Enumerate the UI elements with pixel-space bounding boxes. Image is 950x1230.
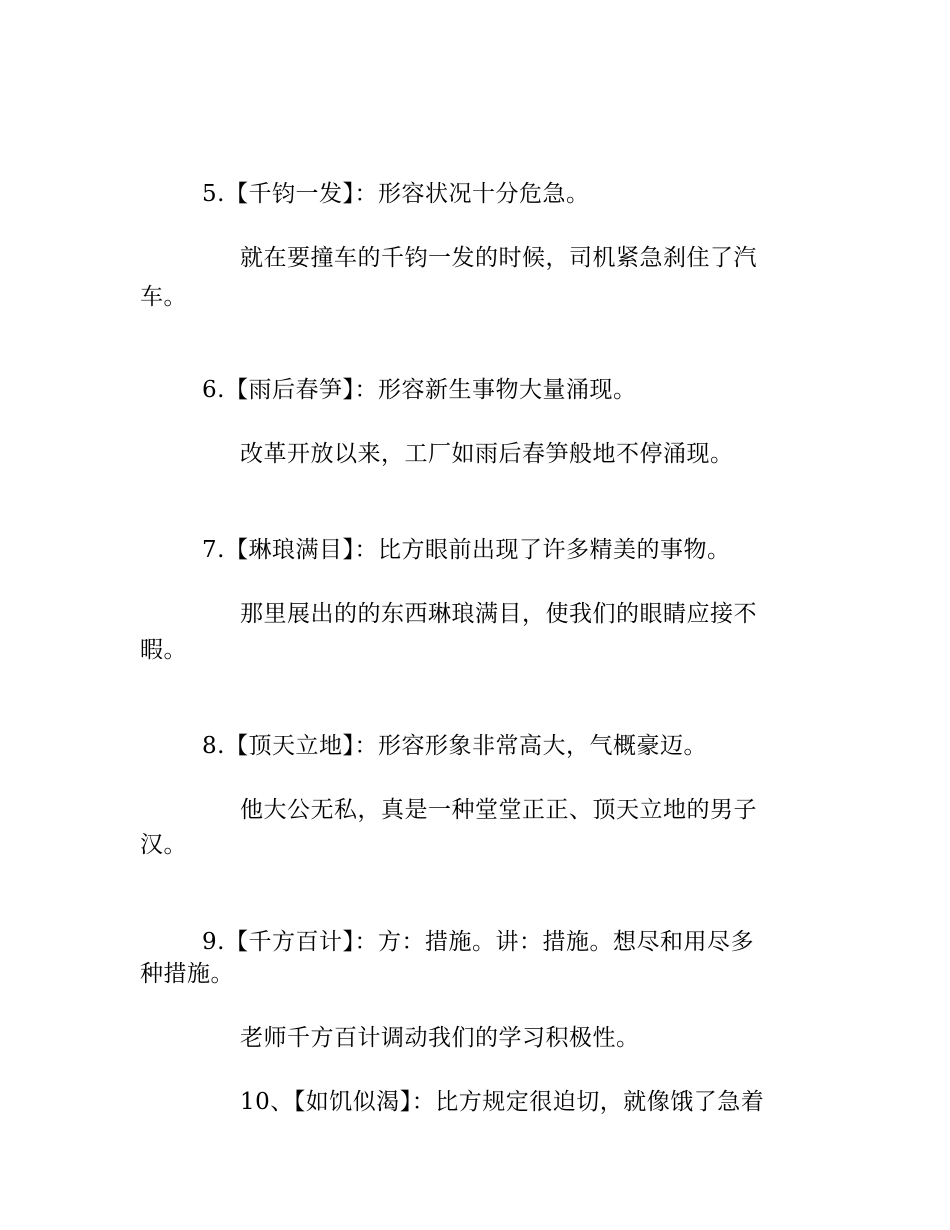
entry-5-example-line1: 就在要撞车的千钧一发的时候，司机紧急刹住了汽 [240,245,757,271]
entry-6-example-line1: 改革开放以来，工厂如雨后春笋般地不停涌现。 [240,441,734,467]
entry-6-definition: 6.【雨后春笋】：形容新生事物大量涌现。 [202,377,637,403]
entry-5-definition: 5.【千钧一发】：形容状况十分危急。 [202,181,590,207]
entry-8-example-line2: 汉。 [140,832,187,858]
entry-9-example-line1: 老师千方百计调动我们的学习积极性。 [240,1025,640,1051]
entry-7-definition: 7.【琳琅满目】：比方眼前出现了许多精美的事物。 [202,537,731,563]
entry-7-example-line1: 那里展出的的东西琳琅满目，使我们的眼睛应接不 [240,601,757,627]
entry-10-definition-line1: 10、【如饥似渴】：比方规定很迫切，就像饿了急着 [240,1089,765,1115]
entry-9-definition-line1: 9.【千方百计】：方：措施。讲：措施。想尽和用尽多 [202,929,754,955]
entry-7-example-line2: 暇。 [140,637,187,663]
entry-8-example-line1: 他大公无私，真是一种堂堂正正、顶天立地的男子 [240,797,757,823]
entry-9-definition-line2: 种措施。 [140,961,234,987]
entry-8-definition: 8.【顶天立地】：形容形象非常高大，气概豪迈。 [202,733,707,759]
entry-5-example-line2: 车。 [140,284,187,310]
